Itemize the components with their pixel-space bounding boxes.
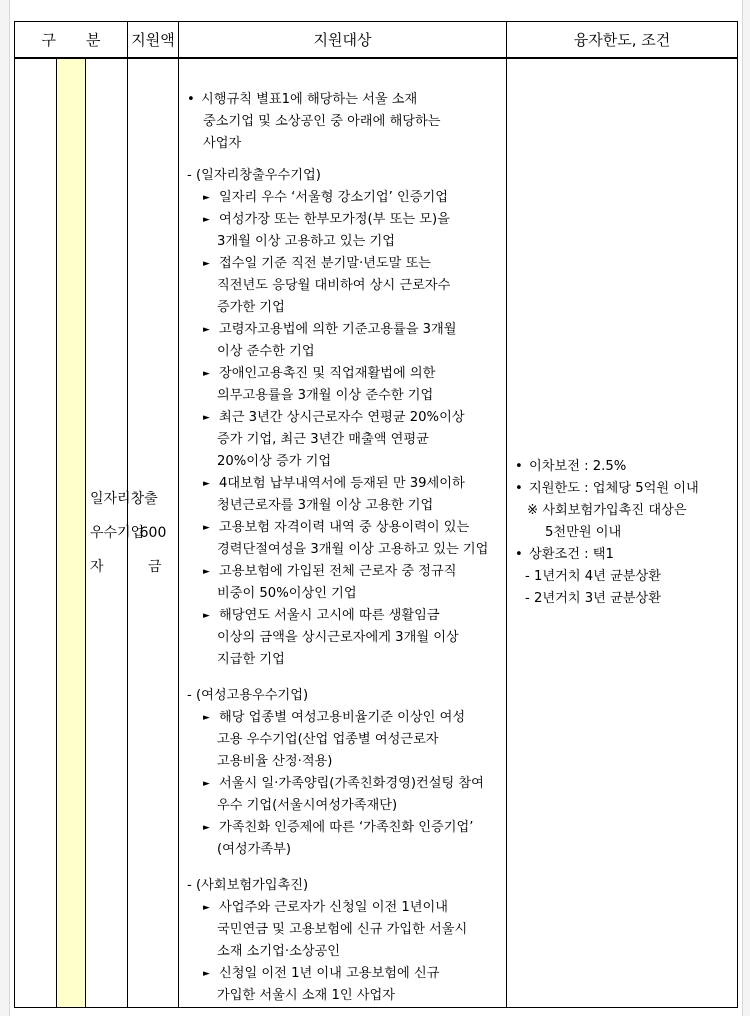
criteria-item-continued xyxy=(187,539,502,561)
criteria-item-continued xyxy=(187,985,502,1007)
criteria-item-continued xyxy=(187,919,502,941)
criteria-text: 국민연금 및 고용보험에 신규 가입한 서울시 xyxy=(217,921,468,937)
criteria-item xyxy=(187,707,502,729)
blank-cell xyxy=(15,58,57,1008)
support-table xyxy=(14,21,738,1008)
limit-cap: • 지원한도 : 업체당 5억원 이내 xyxy=(515,480,699,496)
spacer xyxy=(187,155,502,165)
category-line: 일자리창출 xyxy=(90,490,158,507)
criteria-item-continued xyxy=(187,839,502,861)
criteria-item xyxy=(187,517,502,539)
criteria-text: 4대보험 납부내역서에 등재된 만 39세이하 xyxy=(219,475,465,491)
criteria-item-continued xyxy=(187,231,502,253)
limit-repay-option: - 1년거치 4년 균분상환 xyxy=(525,568,662,584)
criteria-text: 신청일 이전 1년 이내 고용보험에 신규 xyxy=(219,965,440,981)
arrow-bullet-icon: ► xyxy=(203,610,210,621)
target-content xyxy=(187,89,502,1007)
criteria-text: 비중이 50%이상인 기업 xyxy=(217,585,357,601)
criteria-item xyxy=(187,561,502,583)
intro-text: 중소기업 및 소상공인 중 아래에 해당하는 xyxy=(203,113,441,129)
arrow-bullet-icon: ► xyxy=(203,324,210,335)
criteria-item xyxy=(187,773,502,795)
limit-rate: • 이차보전 : 2.5% xyxy=(515,458,627,474)
arrow-bullet-icon: ► xyxy=(203,522,210,533)
criteria-item xyxy=(187,963,502,985)
group-title: - (사회보험가입촉진) xyxy=(187,877,309,893)
group-title: - (여성고용우수기업) xyxy=(187,687,309,703)
criteria-text: 3개월 이상 고용하고 있는 기업 xyxy=(217,233,396,249)
criteria-item xyxy=(187,817,502,839)
criteria-text: 여성가장 또는 한부모가정(부 또는 모)을 xyxy=(219,211,450,227)
arrow-bullet-icon: ► xyxy=(203,968,210,979)
criteria-text: 장애인고용촉진 및 직업재활법에 의한 xyxy=(219,365,436,381)
criteria-item-continued xyxy=(187,941,502,963)
criteria-item xyxy=(187,897,502,919)
criteria-text: 서울시 일·가족양립(가족친화경영)컨설팅 참여 xyxy=(219,775,484,791)
category-line: 자 금 xyxy=(90,558,162,575)
arrow-bullet-icon: ► xyxy=(203,778,210,789)
arrow-bullet-icon: ► xyxy=(203,902,210,913)
criteria-text: 이상의 금액을 상시근로자에게 3개월 이상 xyxy=(217,629,459,645)
criteria-item-continued xyxy=(187,275,502,297)
amount-cell: 600 xyxy=(128,58,179,1008)
bullet-icon: • xyxy=(187,91,195,107)
header-limit: 융자한도, 조건 xyxy=(507,22,738,58)
intro-line xyxy=(187,133,502,155)
criteria-text: 고용비율 산정·적용) xyxy=(217,753,333,769)
criteria-item xyxy=(187,363,502,385)
criteria-text: 청년근로자를 3개월 이상 고용한 기업 xyxy=(217,497,434,513)
criteria-text: 의무고용률을 3개월 이상 준수한 기업 xyxy=(217,387,434,403)
criteria-item-continued xyxy=(187,583,502,605)
criteria-text: 일자리 우수 ‘서울형 강소기업’ 인증기업 xyxy=(219,189,448,205)
criteria-item-continued xyxy=(187,451,502,473)
criteria-text: 해당연도 서울시 고시에 따른 생활임금 xyxy=(219,607,440,623)
target-cell xyxy=(179,58,507,1008)
criteria-item xyxy=(187,209,502,231)
criteria-text: 가입한 서울시 소재 1인 사업자 xyxy=(217,987,396,1003)
criteria-text: 최근 3년간 상시근로자수 연평균 20%이상 xyxy=(219,409,465,425)
spacer xyxy=(187,671,502,685)
header-category xyxy=(15,22,128,58)
criteria-item-continued xyxy=(187,729,502,751)
group-title: - (일자리창출우수기업) xyxy=(187,167,321,183)
document-page xyxy=(10,0,742,1016)
criteria-item-continued xyxy=(187,795,502,817)
criteria-text: 고용 우수기업(산업 업종별 여성근로자 xyxy=(217,731,439,747)
criteria-text: 사업주와 근로자가 신청일 이전 1년이내 xyxy=(219,899,448,915)
criteria-text: 증가 기업, 최근 3년간 매출액 연평균 xyxy=(217,431,429,447)
criteria-item-continued xyxy=(187,341,502,363)
criteria-item-continued xyxy=(187,751,502,773)
header-category-2: 분 xyxy=(86,30,101,49)
criteria-text: 소재 소기업·소상공인 xyxy=(217,943,341,959)
criteria-item xyxy=(187,319,502,341)
arrow-bullet-icon: ► xyxy=(203,822,210,833)
criteria-text: 고령자고용법에 의한 기준고용률을 3개월 xyxy=(219,321,457,337)
criteria-text: 해당 업종별 여성고용비율기준 이상인 여성 xyxy=(219,709,466,725)
highlight-stripe xyxy=(57,58,86,1008)
criteria-item xyxy=(187,407,502,429)
criteria-item xyxy=(187,253,502,275)
data-row xyxy=(15,58,738,1008)
arrow-bullet-icon: ► xyxy=(203,566,210,577)
criteria-item-continued xyxy=(187,627,502,649)
spacer xyxy=(187,861,502,875)
criteria-text: 접수일 기준 직전 분기말·년도말 또는 xyxy=(219,255,432,271)
header-category-1: 구 xyxy=(41,30,56,49)
arrow-bullet-icon: ► xyxy=(203,368,210,379)
criteria-item-continued xyxy=(187,385,502,407)
criteria-text: 지급한 기업 xyxy=(217,651,285,667)
criteria-item-continued xyxy=(187,297,502,319)
limit-note: ※ 사회보험가입촉진 대상은 xyxy=(527,502,687,518)
limit-cell xyxy=(507,58,738,1008)
intro-text: 시행규칙 별표1에 해당하는 서울 소재 xyxy=(201,91,418,107)
category-line: 우수기업 xyxy=(90,524,145,541)
criteria-text: 경력단절여성을 3개월 이상 고용하고 있는 기업 xyxy=(217,541,489,557)
criteria-text: 가족친화 인증제에 따른 ‘가족친화 인증기업’ xyxy=(219,819,474,835)
limit-repay: • 상환조건 : 택1 xyxy=(515,546,614,562)
criteria-item-continued xyxy=(187,495,502,517)
header-amount: 지원액 xyxy=(128,22,179,58)
criteria-text: 직전년도 응당월 대비하여 상시 근로자수 xyxy=(217,277,451,293)
criteria-text: 고용보험 자격이력 내역 중 상용이력이 있는 xyxy=(219,519,470,535)
criteria-item-continued xyxy=(187,649,502,671)
limit-repay-option: - 2년거치 3년 균분상환 xyxy=(525,590,662,606)
arrow-bullet-icon: ► xyxy=(203,192,210,203)
intro-text: 사업자 xyxy=(203,135,242,151)
criteria-text: 20%이상 증가 기업 xyxy=(217,453,332,469)
arrow-bullet-icon: ► xyxy=(203,258,210,269)
arrow-bullet-icon: ► xyxy=(203,214,210,225)
intro-line xyxy=(187,111,502,133)
criteria-item-continued xyxy=(187,429,502,451)
criteria-item xyxy=(187,605,502,627)
limit-note-amount: 5천만원 이내 xyxy=(545,524,622,540)
criteria-text: 고용보험에 가입된 전체 근로자 중 정규직 xyxy=(219,563,457,579)
criteria-text: 증가한 기업 xyxy=(217,299,285,315)
header-target: 지원대상 xyxy=(179,22,507,58)
criteria-text: 우수 기업(서울시여성가족재단) xyxy=(217,797,398,813)
arrow-bullet-icon: ► xyxy=(203,412,210,423)
arrow-bullet-icon: ► xyxy=(203,712,210,723)
criteria-item xyxy=(187,187,502,209)
arrow-bullet-icon: ► xyxy=(203,478,210,489)
header-row xyxy=(15,22,738,58)
criteria-item xyxy=(187,473,502,495)
criteria-text: (여성가족부) xyxy=(217,841,291,857)
criteria-text: 이상 준수한 기업 xyxy=(217,343,315,359)
intro-line xyxy=(187,89,502,111)
